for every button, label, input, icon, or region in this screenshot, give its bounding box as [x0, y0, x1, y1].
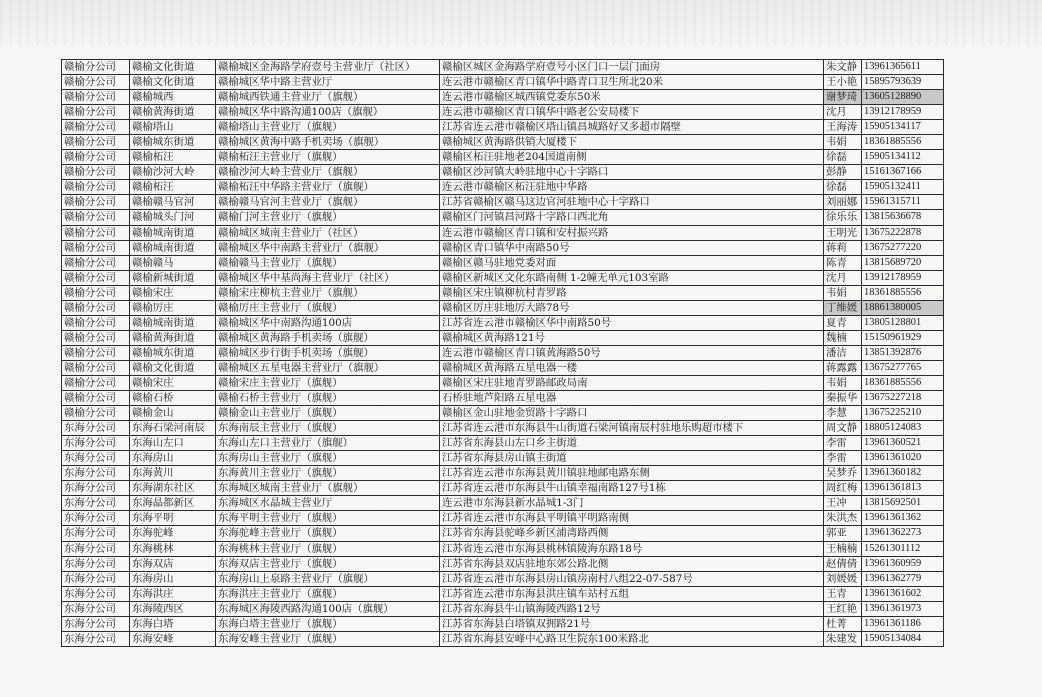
address-cell: 江苏省连云港市赣榆区塔山镇昌城路好又多超市隔壁: [440, 120, 824, 135]
phone-cell: 13912178959: [862, 105, 944, 120]
address-cell: 赣榆区柘汪驻地老204国道南侧: [440, 150, 824, 165]
hall-name-cell: 东海山左口主营业厅（旗舰）: [216, 436, 440, 451]
area-cell: 赣榆沙河大岭: [130, 165, 216, 180]
table-row: [62, 165, 944, 180]
hall-name-cell: 东海房山主营业厅（旗舰）: [216, 451, 440, 466]
area-cell: 赣榆城南街道: [130, 225, 216, 240]
address-cell: 赣榆区赣马驻地党委对面: [440, 255, 824, 270]
table-row: [62, 90, 944, 105]
phone-cell: 13961361186: [862, 616, 944, 631]
area-cell: 东海安峰: [130, 631, 216, 646]
table-row: [62, 285, 944, 300]
contact-cell: 蒋莉: [824, 240, 862, 255]
contact-cell: 赵倩倩: [824, 556, 862, 571]
company-cell: 赣榆分公司: [62, 120, 130, 135]
table-row: [62, 345, 944, 360]
hall-name-cell: 东海平明主营业厅（旗舰）: [216, 511, 440, 526]
table-row: [62, 135, 944, 150]
area-cell: 赣榆城南街道: [130, 315, 216, 330]
contact-cell: 朱洪杰: [824, 511, 862, 526]
contact-cell: 王海涛: [824, 120, 862, 135]
hall-name-cell: 赣榆石桥主营业厅（旗舰）: [216, 391, 440, 406]
address-cell: 赣榆城区黄海路121号: [440, 330, 824, 345]
phone-cell: 13961362779: [862, 571, 944, 586]
contact-cell: 秦振华: [824, 391, 862, 406]
table-row: [62, 360, 944, 375]
contact-cell: 陈青: [824, 255, 862, 270]
address-cell: 赣榆区金山驻地金贸路十字路口: [440, 406, 824, 421]
company-cell: 赣榆分公司: [62, 406, 130, 421]
area-cell: 赣榆城南街道: [130, 240, 216, 255]
hall-name-cell: 赣榆宋庄主营业厅（旗舰）: [216, 375, 440, 390]
phone-cell: 18861380005: [862, 300, 944, 315]
contact-cell: 王明光: [824, 225, 862, 240]
area-cell: 赣榆文化街道: [130, 60, 216, 75]
company-cell: 东海分公司: [62, 631, 130, 646]
area-cell: 东海晶都新区: [130, 496, 216, 511]
company-cell: 赣榆分公司: [62, 60, 130, 75]
address-cell: 赣榆区门河镇昌河路十字路口西北角: [440, 210, 824, 225]
company-cell: 赣榆分公司: [62, 270, 130, 285]
area-cell: 赣榆城头门河: [130, 210, 216, 225]
hall-name-cell: 赣榆城区步行街手机卖场（旗舰）: [216, 345, 440, 360]
area-cell: 赣榆塔山: [130, 120, 216, 135]
area-cell: 赣榆城东街道: [130, 135, 216, 150]
contact-cell: 韦娟: [824, 135, 862, 150]
area-cell: 赣榆宋庄: [130, 285, 216, 300]
area-cell: 赣榆柘汪: [130, 150, 216, 165]
address-cell: 江苏省东海县山左口乡主街道: [440, 436, 824, 451]
phone-cell: 13961361362: [862, 511, 944, 526]
table-row: [62, 406, 944, 421]
address-cell: 连云港市赣榆区城西镇党委东50米: [440, 90, 824, 105]
company-cell: 东海分公司: [62, 466, 130, 481]
address-cell: 石桥驻地芦阳路五星电器: [440, 391, 824, 406]
company-cell: 赣榆分公司: [62, 210, 130, 225]
company-cell: 东海分公司: [62, 436, 130, 451]
table-row: [62, 616, 944, 631]
company-cell: 赣榆分公司: [62, 240, 130, 255]
table-row: [62, 315, 944, 330]
area-cell: 赣榆黄海街道: [130, 330, 216, 345]
table-row: [62, 150, 944, 165]
area-cell: 赣榆宋庄: [130, 375, 216, 390]
table-row: [62, 180, 944, 195]
area-cell: 东海黄川: [130, 466, 216, 481]
company-cell: 赣榆分公司: [62, 135, 130, 150]
area-cell: 东海房山: [130, 571, 216, 586]
phone-cell: 18361885556: [862, 285, 944, 300]
company-cell: 赣榆分公司: [62, 391, 130, 406]
address-cell: 江苏省东海县安峰中心路卫生院东100米路北: [440, 631, 824, 646]
company-cell: 赣榆分公司: [62, 345, 130, 360]
address-cell: 江苏省连云港市东海县黄川镇驻地邮电路东侧: [440, 466, 824, 481]
company-cell: 赣榆分公司: [62, 150, 130, 165]
table-row: [62, 391, 944, 406]
hall-name-cell: 赣榆柘汪主营业厅（旗舰）: [216, 150, 440, 165]
contact-cell: 魏楠: [824, 330, 862, 345]
table-row: [62, 195, 944, 210]
phone-cell: 13961361813: [862, 481, 944, 496]
phone-cell: 13675225210: [862, 406, 944, 421]
address-cell: 江苏省连云港市东海县房山镇房南村八组22-07-587号: [440, 571, 824, 586]
area-cell: 东海平明: [130, 511, 216, 526]
address-cell: 赣榆区新城区文化东路南侧 1-2幢无单元103室路: [440, 270, 824, 285]
contact-cell: 徐磊: [824, 180, 862, 195]
company-cell: 东海分公司: [62, 511, 130, 526]
contact-cell: 王楠楠: [824, 541, 862, 556]
company-cell: 东海分公司: [62, 556, 130, 571]
contact-cell: 徐磊: [824, 150, 862, 165]
contact-cell: 丁维媛: [824, 300, 862, 315]
contact-cell: 彭静: [824, 165, 862, 180]
table-row: [62, 601, 944, 616]
hall-name-cell: 东海白塔主营业厅（旗舰）: [216, 616, 440, 631]
address-cell: 赣榆城区黄海路供销大厦楼下: [440, 135, 824, 150]
table-row: [62, 586, 944, 601]
table-row: [62, 436, 944, 451]
company-cell: 东海分公司: [62, 586, 130, 601]
phone-cell: 15261301112: [862, 541, 944, 556]
area-cell: 赣榆柘汪: [130, 180, 216, 195]
area-cell: 东海陵西区: [130, 601, 216, 616]
contact-cell: 潘洁: [824, 345, 862, 360]
company-cell: 赣榆分公司: [62, 75, 130, 90]
phone-cell: 13675277220: [862, 240, 944, 255]
phone-cell: 13675227218: [862, 391, 944, 406]
phone-cell: 13605128890: [862, 90, 944, 105]
company-cell: 赣榆分公司: [62, 375, 130, 390]
area-cell: 东海桃林: [130, 541, 216, 556]
hall-name-cell: 赣榆赣马官河主营业厅（旗舰）: [216, 195, 440, 210]
hall-name-cell: 东海城区海陵西路沟通100店（旗舰）: [216, 601, 440, 616]
address-cell: 江苏省东海县白塔镇双拥路21号: [440, 616, 824, 631]
company-cell: 赣榆分公司: [62, 300, 130, 315]
area-cell: 赣榆城东街道: [130, 345, 216, 360]
address-cell: 赣榆区厉庄驻地厉大路78号: [440, 300, 824, 315]
hall-name-cell: 赣榆城区华中基尚海主营业厅（社区）: [216, 270, 440, 285]
contact-cell: 朱建发: [824, 631, 862, 646]
hall-name-cell: 东海城区水晶城主营业厅: [216, 496, 440, 511]
area-cell: 赣榆厉庄: [130, 300, 216, 315]
area-cell: 赣榆文化街道: [130, 75, 216, 90]
table-row: [62, 511, 944, 526]
address-cell: 连云港市赣榆区柘汪驻地中华路: [440, 180, 824, 195]
area-cell: 东海山左口: [130, 436, 216, 451]
hall-name-cell: 赣榆赣马主营业厅（旗舰）: [216, 255, 440, 270]
company-cell: 赣榆分公司: [62, 165, 130, 180]
company-cell: 东海分公司: [62, 571, 130, 586]
table-row: [62, 330, 944, 345]
phone-cell: 15961315711: [862, 195, 944, 210]
contact-cell: 王红艳: [824, 601, 862, 616]
phone-cell: 13815636678: [862, 210, 944, 225]
phone-cell: 15905134117: [862, 120, 944, 135]
phone-cell: 13912178959: [862, 270, 944, 285]
address-cell: 连云港市赣榆区青口镇黄海路50号: [440, 345, 824, 360]
hall-name-cell: 东海桃林主营业厅（旗舰）: [216, 541, 440, 556]
company-cell: 赣榆分公司: [62, 360, 130, 375]
address-cell: 江苏省东海县牛山镇海陵西路12号: [440, 601, 824, 616]
address-cell: 赣榆区城区金海路学府壹号小区门口一层门面房: [440, 60, 824, 75]
store-directory-table: [61, 59, 944, 647]
phone-cell: 13961360959: [862, 556, 944, 571]
hall-name-cell: 赣榆城区黄海路手机卖场（旗舰）: [216, 330, 440, 345]
hall-name-cell: 赣榆沙河大岭主营业厅（旗舰）: [216, 165, 440, 180]
phone-cell: 13675277765: [862, 360, 944, 375]
area-cell: 赣榆石桥: [130, 391, 216, 406]
address-cell: 连云港市东海县新水晶城1-3门: [440, 496, 824, 511]
phone-cell: 18361885556: [862, 135, 944, 150]
hall-name-cell: 赣榆城区华中路沟通100店（旗舰）: [216, 105, 440, 120]
company-cell: 东海分公司: [62, 601, 130, 616]
hall-name-cell: 赣榆塔山主营业厅（旗舰）: [216, 120, 440, 135]
area-cell: 东海洪庄: [130, 586, 216, 601]
address-cell: 江苏省连云港市东海县平明镇平明路南侧: [440, 511, 824, 526]
area-cell: 东海湖东社区: [130, 481, 216, 496]
table-row: [62, 571, 944, 586]
address-cell: 江苏省东海县房山镇主街道: [440, 451, 824, 466]
hall-name-cell: 赣榆城区城南主营业厅（社区）: [216, 225, 440, 240]
address-cell: 江苏省赣榆区赣马这边官河驻地中心十字路口: [440, 195, 824, 210]
hall-name-cell: 赣榆门河主营业厅（旗舰）: [216, 210, 440, 225]
phone-cell: 13961365611: [862, 60, 944, 75]
hall-name-cell: 东海南辰主营业厅（旗舰）: [216, 421, 440, 436]
table-row: [62, 631, 944, 646]
phone-cell: 15905134112: [862, 150, 944, 165]
address-cell: 江苏省连云港市东海县牛山镇幸福南路127号1栋: [440, 481, 824, 496]
phone-cell: 15150961929: [862, 330, 944, 345]
phone-cell: 15905134084: [862, 631, 944, 646]
contact-cell: 王青: [824, 586, 862, 601]
table-row: [62, 556, 944, 571]
company-cell: 赣榆分公司: [62, 90, 130, 105]
table-row: [62, 300, 944, 315]
company-cell: 东海分公司: [62, 526, 130, 541]
contact-cell: 王冲: [824, 496, 862, 511]
phone-cell: 13805128801: [862, 315, 944, 330]
phone-cell: 15895793639: [862, 75, 944, 90]
phone-cell: 13961361602: [862, 586, 944, 601]
table-row: [62, 466, 944, 481]
company-cell: 赣榆分公司: [62, 285, 130, 300]
contact-cell: 沈月: [824, 270, 862, 285]
phone-cell: 15905132411: [862, 180, 944, 195]
table-row: [62, 75, 944, 90]
company-cell: 东海分公司: [62, 541, 130, 556]
contact-cell: 韦娟: [824, 285, 862, 300]
address-cell: 江苏省连云港市东海县牛山街道石梁河镇南辰村驻地乐购超市楼下: [440, 421, 824, 436]
hall-name-cell: 东海黄川主营业厅（旗舰）: [216, 466, 440, 481]
table-row: [62, 240, 944, 255]
table-row: [62, 105, 944, 120]
company-cell: 东海分公司: [62, 481, 130, 496]
address-cell: 赣榆区青口镇华中南路50号: [440, 240, 824, 255]
table-row: [62, 496, 944, 511]
area-cell: 赣榆文化街道: [130, 360, 216, 375]
table-row: [62, 210, 944, 225]
address-cell: 江苏省连云港市东海县桃林镇陵海东路18号: [440, 541, 824, 556]
hall-name-cell: 赣榆城区金海路学府壹号主营业厅（社区）: [216, 60, 440, 75]
contact-cell: 朱文静: [824, 60, 862, 75]
area-cell: 赣榆黄海街道: [130, 105, 216, 120]
area-cell: 赣榆城西: [130, 90, 216, 105]
address-cell: 连云港市赣榆区青口镇华中路老公安局楼下: [440, 105, 824, 120]
table-body: [62, 60, 944, 647]
hall-name-cell: 东海房山上泉路主营业厅（旗舰）: [216, 571, 440, 586]
area-cell: 东海房山: [130, 451, 216, 466]
table-row: [62, 481, 944, 496]
company-cell: 赣榆分公司: [62, 195, 130, 210]
address-cell: 赣榆区宋庄驻地青罗路邮政局南: [440, 375, 824, 390]
company-cell: 赣榆分公司: [62, 180, 130, 195]
hall-name-cell: 东海安峰主营业厅（旗舰）: [216, 631, 440, 646]
area-cell: 东海双店: [130, 556, 216, 571]
contact-cell: 杜菁: [824, 616, 862, 631]
company-cell: 赣榆分公司: [62, 315, 130, 330]
company-cell: 赣榆分公司: [62, 105, 130, 120]
contact-cell: 刘丽娜: [824, 195, 862, 210]
table-row: [62, 255, 944, 270]
area-cell: 东海石梁河南辰: [130, 421, 216, 436]
phone-cell: 13675222878: [862, 225, 944, 240]
table-row: [62, 541, 944, 556]
hall-name-cell: 赣榆城区华中路主营业厅: [216, 75, 440, 90]
address-cell: 赣榆城区黄海路五星电器一楼: [440, 360, 824, 375]
phone-cell: 15161367166: [862, 165, 944, 180]
phone-cell: 13961361973: [862, 601, 944, 616]
address-cell: 赣榆区沙河镇大岭驻地中心十字路口: [440, 165, 824, 180]
hall-name-cell: 东海驼峰主营业厅（旗舰）: [216, 526, 440, 541]
address-cell: 赣榆区宋庄镇柳杭村青罗路: [440, 285, 824, 300]
contact-cell: 李雷: [824, 451, 862, 466]
table-row: [62, 270, 944, 285]
contact-cell: 徐乐乐: [824, 210, 862, 225]
hall-name-cell: 东海洪庄主营业厅（旗舰）: [216, 586, 440, 601]
company-cell: 赣榆分公司: [62, 330, 130, 345]
company-cell: 东海分公司: [62, 421, 130, 436]
hall-name-cell: 东海双店主营业厅（旗舰）: [216, 556, 440, 571]
table-row: [62, 225, 944, 240]
address-cell: 江苏省东海县双店驻地东郊公路北侧: [440, 556, 824, 571]
address-cell: 连云港市赣榆区青口镇和安村振兴路: [440, 225, 824, 240]
phone-cell: 13961362273: [862, 526, 944, 541]
phone-cell: 13961361020: [862, 451, 944, 466]
contact-cell: 韦娟: [824, 375, 862, 390]
address-cell: 连云港市赣榆区青口镇华中路青口卫生所北20米: [440, 75, 824, 90]
table-row: [62, 60, 944, 75]
area-cell: 赣榆金山: [130, 406, 216, 421]
phone-cell: 18361885556: [862, 375, 944, 390]
table-row: [62, 120, 944, 135]
hall-name-cell: 东海城区城南主营业厅（旗舰）: [216, 481, 440, 496]
address-cell: 江苏省东海县驼峰乡新区浦湾路西侧: [440, 526, 824, 541]
table-row: [62, 451, 944, 466]
hall-name-cell: 赣榆城西铁通主营业厅（旗舰）: [216, 90, 440, 105]
company-cell: 东海分公司: [62, 616, 130, 631]
area-cell: 赣榆赣马官河: [130, 195, 216, 210]
phone-cell: 13961360182: [862, 466, 944, 481]
area-cell: 东海白塔: [130, 616, 216, 631]
phone-cell: 13815689720: [862, 255, 944, 270]
contact-cell: 王小艳: [824, 75, 862, 90]
table-row: [62, 421, 944, 436]
hall-name-cell: 赣榆柘汪中华路主营业厅（旗舰）: [216, 180, 440, 195]
table-row: [62, 375, 944, 390]
phone-cell: 18805124083: [862, 421, 944, 436]
hall-name-cell: 赣榆厉庄主营业厅（旗舰）: [216, 300, 440, 315]
contact-cell: 刘媛媛: [824, 571, 862, 586]
phone-cell: 13851392876: [862, 345, 944, 360]
address-cell: 江苏省连云港市赣榆区华中南路50号: [440, 315, 824, 330]
phone-cell: 13815692501: [862, 496, 944, 511]
area-cell: 赣榆赣马: [130, 255, 216, 270]
hall-name-cell: 赣榆城区五星电器主营业厅（旗舰）: [216, 360, 440, 375]
area-cell: 赣榆新城街道: [130, 270, 216, 285]
hall-name-cell: 赣榆城区华中南路主营业厅（旗舰）: [216, 240, 440, 255]
contact-cell: 李慧: [824, 406, 862, 421]
company-cell: 赣榆分公司: [62, 255, 130, 270]
table-row: [62, 526, 944, 541]
hall-name-cell: 赣榆城区黄海中路手机卖场（旗舰）: [216, 135, 440, 150]
company-cell: 东海分公司: [62, 451, 130, 466]
hall-name-cell: 赣榆宋庄柳杭主营业厅（旗舰）: [216, 285, 440, 300]
company-cell: 赣榆分公司: [62, 225, 130, 240]
contact-cell: 李雷: [824, 436, 862, 451]
hall-name-cell: 赣榆金山主营业厅（旗舰）: [216, 406, 440, 421]
address-cell: 江苏省连云港市东海县洪庄镇车站村五组: [440, 586, 824, 601]
scan-margin: [0, 0, 1042, 46]
contact-cell: 蒋露露: [824, 360, 862, 375]
contact-cell: 郭亚: [824, 526, 862, 541]
contact-cell: 夏青: [824, 315, 862, 330]
company-cell: 东海分公司: [62, 496, 130, 511]
area-cell: 东海驼峰: [130, 526, 216, 541]
contact-cell: 谢梦琦: [824, 90, 862, 105]
hall-name-cell: 赣榆城区华中南路沟通100店: [216, 315, 440, 330]
contact-cell: 周文静: [824, 421, 862, 436]
contact-cell: 沈月: [824, 105, 862, 120]
phone-cell: 13961360521: [862, 436, 944, 451]
contact-cell: 周红梅: [824, 481, 862, 496]
contact-cell: 吴梦乔: [824, 466, 862, 481]
